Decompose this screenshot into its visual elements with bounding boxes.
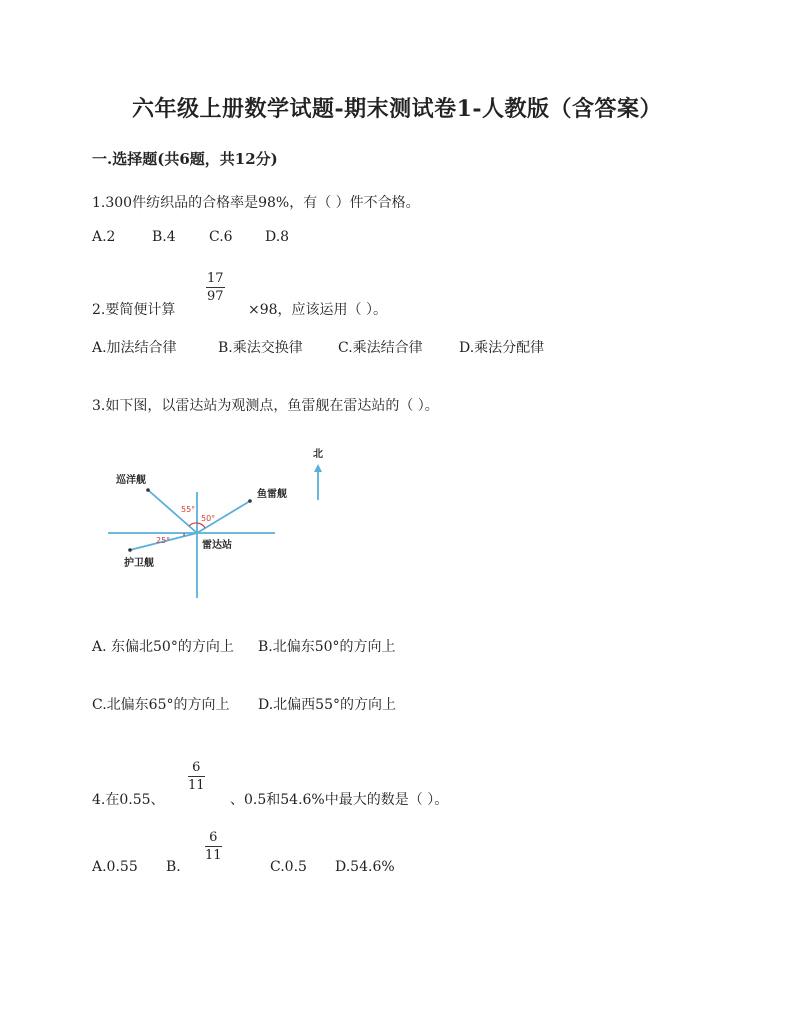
- fraction-numerator: 6: [192, 760, 201, 775]
- question-2-option-c: C.乘法结合律: [338, 340, 423, 356]
- fraction-denominator: 11: [205, 848, 222, 863]
- fraction-bar: [206, 287, 225, 288]
- north-arrow-head: [314, 464, 322, 472]
- question-2-fraction: [206, 271, 225, 304]
- angle-label-25: 25°: [156, 536, 171, 545]
- question-3-option-c: C.北偏东65°的方向上: [92, 697, 230, 713]
- question-3-option-b: B.北偏东50°的方向上: [258, 639, 396, 655]
- fraction-numerator: 6: [209, 830, 218, 845]
- question-4-option-d: D.54.6%: [335, 859, 395, 875]
- question-4-option-b-fraction: [205, 830, 222, 863]
- question-1-option-c: C.6: [209, 229, 233, 245]
- question-4-option-c: C.0.5: [270, 859, 307, 875]
- question-3-option-a: A. 东偏北50°的方向上: [92, 639, 234, 655]
- cruiser-label: 巡洋舰: [116, 475, 146, 486]
- question-1-option-b: B.4: [152, 229, 176, 245]
- question-1-option-a: A.2: [92, 229, 116, 245]
- question-4-fraction: [188, 760, 205, 793]
- question-4-stem-pre: 4.在0.55、: [92, 792, 165, 808]
- torpedo-label: 鱼雷舰: [257, 489, 287, 500]
- fraction-numerator: 17: [207, 271, 224, 286]
- question-1-stem: 1.300件纺织品的合格率是98%，有（ ）件不合格。: [92, 195, 420, 211]
- question-2-stem-pre: 2.要简便计算: [92, 302, 176, 318]
- angle-arc-55: [189, 523, 197, 526]
- page-title: 六年级上册数学试题-期末测试卷1-人教版（含答案）: [131, 96, 663, 122]
- question-4-stem-post: 、0.5和54.6%中最大的数是（ ）。: [230, 792, 449, 808]
- radar-direction-diagram: [100, 440, 340, 605]
- radar-label: 雷达站: [202, 540, 232, 551]
- fraction-denominator: 11: [188, 778, 205, 793]
- question-2-option-b: B.乘法交换律: [218, 340, 303, 356]
- fraction-bar: [188, 776, 205, 777]
- question-2-stem-post: ×98，应该运用（ ）。: [248, 302, 387, 318]
- escort-label: 护卫舰: [124, 558, 154, 569]
- question-1-option-d: D.8: [265, 229, 290, 245]
- angle-label-50: 50°: [201, 514, 216, 523]
- torpedo-point: [248, 499, 252, 503]
- question-4-option-a: A.0.55: [92, 859, 138, 875]
- question-2-option-d: D.乘法分配律: [459, 340, 545, 356]
- question-2-option-a: A.加法结合律: [92, 340, 177, 356]
- question-3-option-d: D.北偏西55°的方向上: [258, 697, 396, 713]
- angle-arc-50: [197, 523, 205, 528]
- north-label: 北: [313, 449, 323, 460]
- angle-label-55: 55°: [181, 505, 196, 514]
- fraction-bar: [205, 846, 222, 847]
- cruiser-point: [146, 488, 150, 492]
- question-4-option-b: B.: [166, 859, 181, 875]
- escort-point: [128, 548, 132, 552]
- question-3-stem: 3.如下图，以雷达站为观测点，鱼雷舰在雷达站的（ ）。: [92, 398, 439, 414]
- section-heading: 一.选择题(共6题，共12分): [92, 150, 278, 168]
- fraction-denominator: 97: [207, 289, 224, 304]
